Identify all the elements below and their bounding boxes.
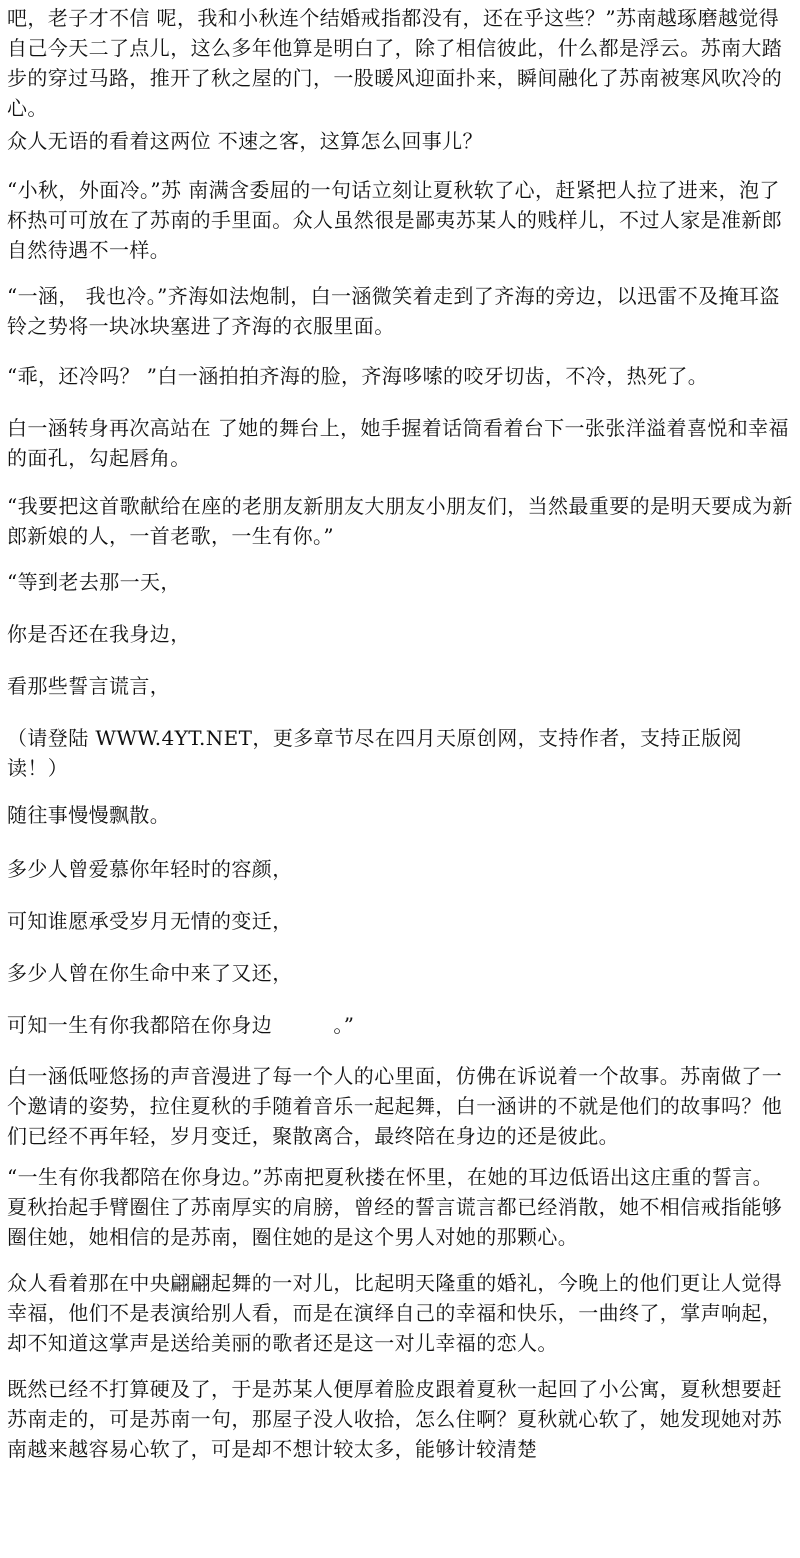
lyric-line-6: 可知谁愿承受岁月无情的变迁， [7,909,293,933]
lyric-line-1: “等到老去那一天， [7,570,181,594]
paragraph-4: “一涵， 我也冷。”齐海如法炮制，白一涵微笑着走到了齐海的旁边，以迅雷不及掩耳盗铃之势将一块冰块塞进了齐海的衣服里面。 [7,284,780,338]
paragraph-5: “乖，还冷吗？ ”白一涵拍拍齐海的脸，齐海哆嗦的咬牙切齿，不冷，热死了。 [7,364,709,388]
paragraph-9: “一生有你我都陪在你身边。”苏南把夏秋搂在怀里，在她的耳边低语出这庄重的誓言。夏秋抬起手臂圈住了苏南厚实的肩膀，曾经的誓言谎言都已经消散，她不相信戒指能够圈住她，她相信的是苏南，圈住她的是这个男人对她的那颗心。 [7,1165,783,1249]
paragraph-6: 白一涵转身再次高站在 了她的舞台上，她手握着话筒看着台下一张张洋溢着喜悦和幸福的面孔，勾起唇角。 [7,416,789,470]
lyric-line-7: 多少人曾在你生命中来了又还， [7,961,293,985]
lyric-line-2: 你是否还在我身边， [7,622,191,646]
site-notice: （请登陆 WWW.4YT.NET，更多章节尽在四月天原创网，支持作者，支持正版阅读！） [7,726,743,780]
lyric-line-5: 多少人曾爱慕你年轻时的容颜， [7,857,293,881]
paragraph-8: 白一涵低哑悠扬的声音漫进了每一个人的心里面，仿佛在诉说着一个故事。苏南做了一个邀请的姿势，拉住夏秋的手随着音乐一起起舞，白一涵讲的不就是他们的故事吗？他们已经不再年轻，岁月变迁，聚散离合，最终陪在身边的还是彼此。 [7,1064,783,1148]
paragraph-11: 既然已经不打算硬及了，于是苏某人便厚着脸皮跟着夏秋一起回了小公寓，夏秋想要赶苏南走的，可是苏南一句，那屋子没人收拾，怎么住啊？夏秋就心软了，她发现她对苏南越来越容易心软了，可是却不想计较太多，能够计较清楚 [7,1377,783,1461]
paragraph-3: “小秋，外面冷。”苏 南满含委屈的一句话立刻让夏秋软了心，赶紧把人拉了进来，泡了杯热可可放在了苏南的手里面。众人虽然很是鄙夷苏某人的贱样儿，不过人家是准新郎自然待遇不一样。 [7,178,783,262]
lyric-line-4: 随往事慢慢飘散。 [7,803,171,827]
paragraph-10: 众人看着那在中央翩翩起舞的一对儿，比起明天隆重的婚礼，今晚上的他们更让人觉得幸福，他们不是表演给别人看，而是在演绎自己的幸福和快乐，一曲终了，掌声响起，却不知道这掌声是送给美丽的歌者还是这一对儿幸福的恋人。 [7,1271,783,1355]
paragraph-1: 吧，老子才不信 呢，我和小秋连个结婚戒指都没有，还在乎这些？”苏南越琢磨越觉得自己今天二了点儿，这么多年他算是明白了，除了相信彼此，什么都是浮云。苏南大踏步的穿过马路，推开了秋之屋的门，一股暖风迎面扑来，瞬间融化了苏南被寒风吹冷的心。 [7,6,783,120]
lyric-line-3: 看那些誓言谎言， [7,674,171,698]
paragraph-2: 众人无语的看着这两位 不速之客，这算怎么回事儿？ [7,129,483,153]
paragraph-7: “我要把这首歌献给在座的老朋友新朋友大朋友小朋友们，当然最重要的是明天要成为新郎新娘的人，一首老歌，一生有你。” [7,494,793,548]
lyric-line-8: 可知一生有你我都陪在你身边 。” [7,1013,355,1037]
